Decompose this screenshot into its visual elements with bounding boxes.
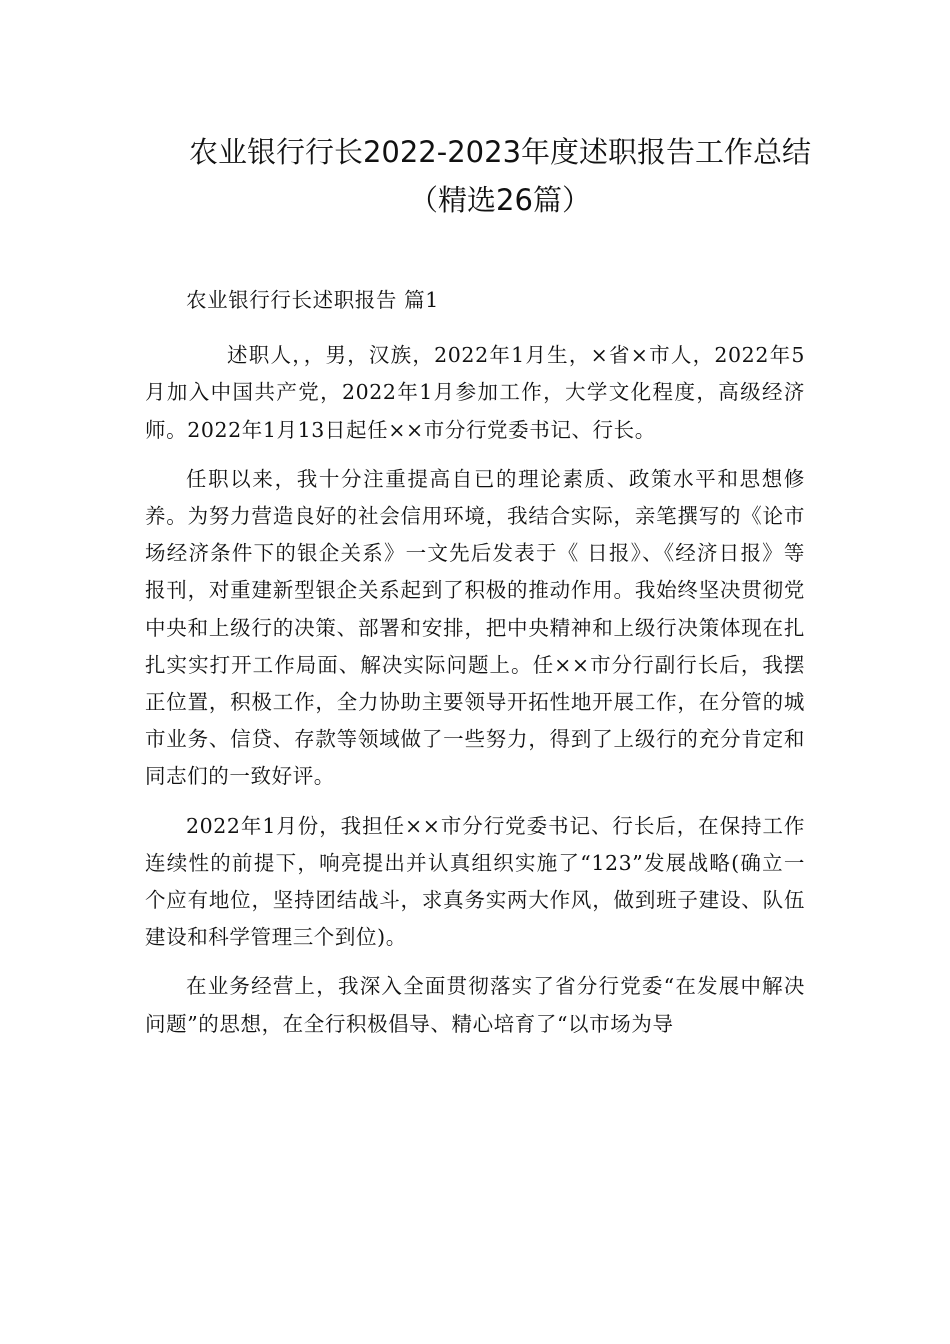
paragraph: 任职以来，我十分注重提高自已的理论素质、政策水平和思想修养。为努力营造良好的社会信用环境，我结合实际，亲笔撰写的《论市场经济条件下的银企关系》一文先后发表于《 日报》、《经济日报》等报刊，对重建新型银企关系起到了积极的推动作用。我始终坚决贯彻党中央和上级行的决策、部署和安排，把中央精神和上级行决策体现在扎扎实实打开工作局面、解决实际问题上。任××市分行副行长后，我摆正位置，积极工作，全力协助主要领导开拓性地开展工作，在分管的城市业务、信贷、存款等领域做了一些努力，得到了上级行的充分肯定和同志们的一致好评。 [145,466,805,789]
paragraph: 2022年1月份，我担任××市分行党委书记、行长后，在保持工作连续性的前提下，响亮提出并认真组织实施了“123”发展战略(确立一个应有地位，坚持团结战斗，求真务实两大作风，做到班子建设、队伍建设和科学管理三个到位)。 [145,813,805,950]
section-heading: 农业银行行长述职报告 篇1 [186,288,439,312]
document-title: 农业银行行长2022-2023年度述职报告工作总结（精选26篇） [188,135,812,217]
document-body [145,282,805,1043]
paragraph: 述职人，，男，汉族，2022年1月生，×省×市人，2022年5月加入中国共产党，2022年1月参加工作，大学文化程度，高级经济师。2022年1月13日起任××市分行党委书记、行长。 [145,343,805,442]
paragraph: 在业务经营上，我深入全面贯彻落实了省分行党委“在发展中解决问题”的思想，在全行积极倡导、精心培育了“以市场为导 [145,974,805,1036]
